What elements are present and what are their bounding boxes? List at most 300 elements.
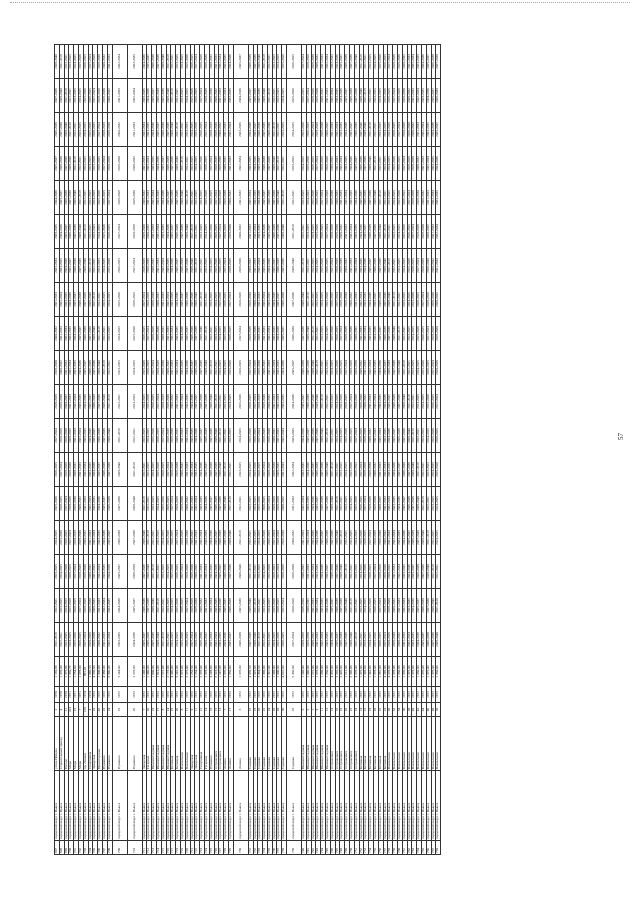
period-cell: 2015-2026: [55, 487, 60, 521]
period-cell: 2022-2034: [161, 249, 166, 283]
period-cell: 2028-2040: [426, 555, 431, 589]
build-year-cell: 1972: [267, 687, 272, 703]
period-cell: 2016-2025: [326, 249, 331, 283]
area-cell: 5 456,00: [287, 657, 302, 687]
period-cell: 2025-2037: [282, 317, 287, 351]
period-cell: 2023-2035: [142, 79, 147, 113]
period-cell: 2018-2029: [359, 419, 364, 453]
street-cell: Гоголя: [64, 717, 69, 771]
build-year-cell: 1971: [78, 687, 83, 703]
period-cell: 2022-2034: [272, 351, 277, 385]
period-cell: 2020-2032: [102, 45, 107, 79]
house-number-cell: 21: [64, 703, 69, 717]
row-number-cell: 751: [354, 841, 359, 855]
street-cell: Островского: [350, 717, 355, 771]
period-cell: 2024-2036: [78, 351, 83, 385]
period-cell: 2013-2025: [152, 487, 157, 521]
row-number-cell: 719: [180, 841, 185, 855]
period-cell: 2011-2019: [55, 623, 60, 657]
period-cell: 2017-2024: [127, 249, 142, 283]
build-year-cell: 1972: [200, 687, 205, 703]
period-cell: 2013-2025: [195, 181, 200, 215]
period-cell: 2019-2030: [112, 147, 127, 181]
row-number-cell: 707: [102, 841, 107, 855]
period-cell: 2019-2030: [195, 589, 200, 623]
area-cell: 1 378,00: [78, 657, 83, 687]
period-cell: 2022-2034: [88, 487, 93, 521]
street-cell: Строительный проезд: [59, 717, 64, 771]
period-cell: 2022-2034: [219, 45, 224, 79]
house-number-cell: 223: [69, 703, 74, 717]
period-cell: 2011-2019: [214, 385, 219, 419]
period-cell: 2014-2025: [412, 317, 417, 351]
period-cell: 2027-2039: [426, 589, 431, 623]
period-cell: 2023-2035: [107, 589, 112, 623]
period-cell: 2021-2033: [166, 317, 171, 351]
street-cell: Нижняя Садовая: [161, 717, 166, 771]
period-cell: 2016-2025: [55, 453, 60, 487]
period-cell: 2024-2036: [248, 113, 253, 147]
period-cell: 2012-2021: [316, 317, 321, 351]
period-cell: 2011-2019: [267, 79, 272, 113]
period-cell: 2027-2039: [354, 79, 359, 113]
period-cell: 2012-2021: [263, 623, 268, 657]
area-cell: 1 290,00: [321, 657, 326, 687]
period-cell: 2011-2019: [369, 113, 374, 147]
period-cell: 2022-2034: [350, 215, 355, 249]
period-cell: 2024-2036: [374, 317, 379, 351]
period-cell: 2014-2025: [209, 249, 214, 283]
period-cell: 2026-2038: [88, 351, 93, 385]
period-cell: 2014-2025: [316, 249, 321, 283]
period-cell: 2019-2030: [171, 419, 176, 453]
period-cell: 2017-2024: [302, 45, 307, 79]
period-cell: 2011-2019: [422, 487, 427, 521]
period-cell: 2023-2035: [147, 113, 152, 147]
period-cell: 2015-2026: [88, 113, 93, 147]
build-year-cell: 1972: [335, 687, 340, 703]
period-cell: 2012-2021: [161, 589, 166, 623]
period-cell: 2011-2019: [311, 317, 316, 351]
row-number-cell: 761: [402, 841, 407, 855]
period-cell: 2019-2030: [345, 283, 350, 317]
period-cell: 2015-2026: [69, 589, 74, 623]
period-cell: 2025-2037: [383, 351, 388, 385]
address-cell: городской округ г. Выкса: [59, 771, 64, 841]
area-cell: 2 370,00: [224, 657, 229, 687]
house-number-cell: 165: [83, 703, 88, 717]
period-cell: 2026-2038: [156, 79, 161, 113]
period-cell: 2026-2038: [412, 521, 417, 555]
period-cell: 2019-2030: [282, 521, 287, 555]
period-cell: 2026-2038: [354, 113, 359, 147]
build-year-cell: 1972: [171, 687, 176, 703]
period-cell: 2025-2037: [263, 181, 268, 215]
period-cell: 2013-2025: [321, 317, 326, 351]
period-cell: 2012-2021: [112, 385, 127, 419]
period-cell: 2019-2030: [69, 453, 74, 487]
period-cell: 2020-2032: [407, 79, 412, 113]
period-cell: 2015-2026: [98, 181, 103, 215]
period-cell: 2023-2035: [272, 317, 277, 351]
period-cell: 2017-2024: [214, 181, 219, 215]
street-cell: Нижняя Садовая: [302, 717, 307, 771]
period-cell: 2017-2024: [335, 283, 340, 317]
house-number-cell: 9: [190, 703, 195, 717]
period-cell: 2023-2035: [412, 623, 417, 657]
address-cell: городской округ г. Выкса: [282, 771, 287, 841]
period-cell: 2021-2033: [354, 283, 359, 317]
period-cell: 2017-2024: [369, 521, 374, 555]
address-cell: городской округ г. Выкса: [224, 771, 229, 841]
house-number-cell: 14: [359, 703, 364, 717]
period-cell: 2022-2034: [224, 79, 229, 113]
period-cell: 2014-2025: [248, 453, 253, 487]
period-cell: 2026-2038: [426, 623, 431, 657]
street-cell: Островского: [214, 717, 219, 771]
period-cell: 2028-2040: [152, 589, 157, 623]
address-cell: городской округ г. Выкса: [306, 771, 311, 841]
build-year-cell: 1972: [302, 687, 307, 703]
period-cell: 2016-2025: [345, 385, 350, 419]
period-cell: 2012-2021: [55, 589, 60, 623]
row-number-cell: 757: [383, 841, 388, 855]
period-cell: 2020-2032: [302, 555, 307, 589]
period-cell: 2028-2040: [393, 317, 398, 351]
area-cell: 1 800,00: [152, 657, 157, 687]
period-cell: 2019-2030: [209, 79, 214, 113]
period-cell: 2025-2037: [321, 521, 326, 555]
period-cell: 2011-2019: [127, 453, 142, 487]
period-cell: 2020-2032: [59, 351, 64, 385]
period-cell: 2017-2024: [176, 521, 181, 555]
address-cell: городской округ г. Выкса: [369, 771, 374, 841]
period-cell: 2027-2039: [204, 385, 209, 419]
period-cell: 2019-2030: [354, 351, 359, 385]
period-cell: 2019-2030: [267, 419, 272, 453]
street-cell: Островского: [335, 717, 340, 771]
period-cell: 2021-2033: [436, 249, 441, 283]
build-year-cell: 1972: [316, 687, 321, 703]
period-cell: 2028-2040: [326, 453, 331, 487]
area-cell: 1 378,00: [233, 657, 248, 687]
period-cell: 2022-2034: [311, 555, 316, 589]
period-cell: 2026-2038: [330, 555, 335, 589]
period-cell: 2028-2040: [55, 45, 60, 79]
period-cell: 2014-2025: [321, 283, 326, 317]
period-cell: 2020-2032: [147, 215, 152, 249]
area-cell: 1 253,50: [190, 657, 195, 687]
area-cell: 2 378,00: [393, 657, 398, 687]
period-cell: 2024-2036: [171, 249, 176, 283]
period-cell: 2027-2039: [233, 589, 248, 623]
period-cell: 2028-2040: [417, 487, 422, 521]
period-cell: 2016-2025: [267, 521, 272, 555]
street-cell: Островского: [340, 717, 345, 771]
period-cell: 2022-2034: [258, 249, 263, 283]
period-cell: 2014-2025: [224, 351, 229, 385]
period-cell: 2014-2025: [383, 113, 388, 147]
period-cell: 2017-2024: [267, 487, 272, 521]
row-number-cell: 724: [204, 841, 209, 855]
period-cell: 2018-2029: [55, 385, 60, 419]
address-cell: городской округ г. Выкса: [302, 771, 307, 841]
period-cell: 2015-2026: [426, 385, 431, 419]
house-number-cell: 20: [345, 703, 350, 717]
period-cell: 2012-2021: [277, 113, 282, 147]
period-cell: 2028-2040: [330, 487, 335, 521]
period-cell: 2027-2039: [83, 283, 88, 317]
row-number-cell: 702: [78, 841, 83, 855]
period-cell: 2012-2021: [78, 147, 83, 181]
period-cell: 2012-2021: [258, 589, 263, 623]
period-cell: 2012-2021: [147, 487, 152, 521]
period-cell: 2021-2033: [431, 215, 436, 249]
period-cell: 2013-2025: [340, 453, 345, 487]
period-cell: 2024-2036: [282, 351, 287, 385]
period-cell: 2021-2033: [219, 79, 224, 113]
address-cell: городской округ г. Выкса: [263, 771, 268, 841]
period-cell: 2026-2038: [102, 453, 107, 487]
build-year-cell: 1972: [112, 687, 127, 703]
period-cell: 2022-2034: [417, 79, 422, 113]
period-cell: 2016-2025: [398, 147, 403, 181]
period-cell: 2024-2036: [59, 215, 64, 249]
period-cell: 2022-2034: [228, 113, 233, 147]
period-cell: 2016-2025: [102, 181, 107, 215]
period-cell: 2022-2034: [253, 215, 258, 249]
period-cell: 2017-2024: [200, 79, 205, 113]
table-row: [127, 45, 142, 855]
period-cell: 2027-2039: [112, 487, 127, 521]
period-cell: 2016-2025: [147, 351, 152, 385]
build-year-cell: 1972: [176, 687, 181, 703]
period-cell: 2017-2024: [98, 113, 103, 147]
house-number-cell: 19: [209, 703, 214, 717]
period-cell: 2012-2021: [214, 351, 219, 385]
period-cell: 2015-2026: [345, 419, 350, 453]
period-cell: 2021-2033: [74, 419, 79, 453]
period-cell: 2015-2026: [248, 419, 253, 453]
period-cell: 2026-2038: [64, 181, 69, 215]
period-cell: 2023-2035: [152, 147, 157, 181]
period-cell: 2018-2029: [59, 419, 64, 453]
period-cell: 2025-2037: [287, 351, 302, 385]
build-year-cell: 1972: [233, 687, 248, 703]
period-cell: 2024-2036: [321, 555, 326, 589]
period-cell: 2021-2033: [102, 623, 107, 657]
period-cell: 2028-2040: [422, 521, 427, 555]
period-cell: 2015-2026: [78, 45, 83, 79]
period-cell: 2022-2034: [407, 623, 412, 657]
period-cell: 2025-2037: [64, 215, 69, 249]
street-cell: Заводская: [195, 717, 200, 771]
period-cell: 2020-2032: [161, 317, 166, 351]
build-year-cell: 1972: [253, 687, 258, 703]
period-cell: 2018-2029: [407, 147, 412, 181]
row-number-cell: 748: [340, 841, 345, 855]
period-cell: 2022-2034: [330, 79, 335, 113]
period-cell: 2011-2019: [200, 283, 205, 317]
period-cell: 2028-2040: [195, 283, 200, 317]
area-cell: 1 248,00: [142, 657, 147, 687]
street-cell: Нижняя Садовая: [321, 717, 326, 771]
period-cell: 2015-2026: [224, 317, 229, 351]
period-cell: 2028-2040: [190, 249, 195, 283]
period-cell: 2024-2036: [364, 249, 369, 283]
address-cell: городской округ г. Выкса: [359, 771, 364, 841]
period-cell: 2011-2019: [350, 589, 355, 623]
period-cell: 2012-2021: [233, 487, 248, 521]
period-cell: 2023-2035: [311, 521, 316, 555]
street-cell: Вокзальная: [436, 717, 441, 771]
period-cell: 2017-2024: [102, 147, 107, 181]
period-cell: 2018-2029: [180, 521, 185, 555]
period-cell: 2014-2025: [282, 79, 287, 113]
period-cell: 2022-2034: [282, 419, 287, 453]
house-number-cell: 18: [152, 703, 157, 717]
street-cell: Нижняя Садовая: [316, 717, 321, 771]
period-cell: 2024-2036: [224, 623, 229, 657]
period-cell: 2016-2025: [321, 215, 326, 249]
period-cell: 2028-2040: [412, 453, 417, 487]
period-cell: 2027-2039: [359, 113, 364, 147]
period-cell: 2018-2029: [402, 113, 407, 147]
period-cell: 2023-2035: [112, 623, 127, 657]
row-number-cell: 720: [185, 841, 190, 855]
build-year-cell: 1972: [248, 687, 253, 703]
period-cell: 2027-2039: [176, 181, 181, 215]
period-cell: 2026-2038: [321, 487, 326, 521]
period-cell: 2024-2036: [152, 113, 157, 147]
period-cell: 2022-2034: [431, 181, 436, 215]
period-cell: 2028-2040: [258, 45, 263, 79]
period-cell: 2015-2026: [59, 521, 64, 555]
street-cell: Спортивная: [200, 717, 205, 771]
address-cell: городской округ г. Выкса: [74, 771, 79, 841]
period-cell: 2013-2025: [350, 521, 355, 555]
street-cell: Бетонная: [369, 717, 374, 771]
period-cell: 2024-2036: [83, 385, 88, 419]
period-cell: 2022-2034: [55, 249, 60, 283]
period-cell: 2011-2019: [147, 521, 152, 555]
period-cell: 2011-2019: [263, 45, 268, 79]
period-cell: 2022-2034: [422, 113, 427, 147]
period-cell: 2016-2025: [209, 181, 214, 215]
period-cell: 2019-2030: [180, 487, 185, 521]
period-cell: 2026-2038: [195, 351, 200, 385]
period-cell: 2018-2029: [364, 453, 369, 487]
period-cell: 2028-2040: [219, 453, 224, 487]
period-cell: 2023-2035: [263, 249, 268, 283]
period-cell: 2023-2035: [253, 181, 258, 215]
period-cell: 2027-2039: [166, 113, 171, 147]
period-cell: 2015-2026: [180, 623, 185, 657]
period-cell: 2020-2032: [219, 113, 224, 147]
address-cell: городской округ г. Выкса: [388, 771, 393, 841]
scan-edge-marks: [10, 2, 630, 7]
period-cell: 2027-2039: [436, 45, 441, 79]
row-number-cell: 709: [112, 841, 127, 855]
build-year-cell: 1972: [393, 687, 398, 703]
period-cell: 2021-2033: [127, 113, 142, 147]
period-cell: 2016-2025: [64, 521, 69, 555]
period-cell: 2027-2039: [74, 215, 79, 249]
period-cell: 2018-2029: [426, 283, 431, 317]
period-cell: 2015-2026: [350, 453, 355, 487]
period-cell: 2027-2039: [98, 385, 103, 419]
address-cell: городской округ г. Выкса: [152, 771, 157, 841]
period-cell: 2017-2024: [142, 283, 147, 317]
period-cell: 2022-2034: [306, 521, 311, 555]
address-cell: городской округ г. Выкса: [378, 771, 383, 841]
period-cell: 2015-2026: [326, 283, 331, 317]
house-number-cell: 11: [195, 703, 200, 717]
build-year-cell: 1972: [156, 687, 161, 703]
period-cell: 2016-2025: [277, 589, 282, 623]
period-cell: 2026-2038: [306, 385, 311, 419]
period-cell: 2015-2026: [335, 351, 340, 385]
period-cell: 2026-2038: [316, 453, 321, 487]
street-cell: Нижняя Садовая: [166, 717, 171, 771]
period-cell: 2025-2037: [431, 79, 436, 113]
period-cell: 2017-2024: [59, 453, 64, 487]
period-cell: 2026-2038: [287, 317, 302, 351]
period-cell: 2016-2025: [306, 113, 311, 147]
period-cell: 2023-2035: [350, 181, 355, 215]
period-cell: 2013-2025: [374, 79, 379, 113]
build-year-cell: 1972: [277, 687, 282, 703]
area-cell: 4 332,00: [330, 657, 335, 687]
period-cell: 2014-2025: [436, 487, 441, 521]
area-cell: 2 420,00: [340, 657, 345, 687]
period-cell: 2012-2021: [364, 45, 369, 79]
period-cell: 2027-2039: [383, 283, 388, 317]
area-cell: 1 350,00: [417, 657, 422, 687]
house-number-cell: 24: [267, 703, 272, 717]
area-cell: 1 396,50: [88, 657, 93, 687]
period-cell: 2019-2030: [59, 385, 64, 419]
period-cell: 2012-2021: [426, 487, 431, 521]
period-cell: 2015-2026: [233, 385, 248, 419]
house-number-cell: 26: [127, 703, 142, 717]
period-cell: 2011-2019: [431, 555, 436, 589]
period-cell: 2024-2036: [345, 113, 350, 147]
period-cell: 2013-2025: [78, 113, 83, 147]
period-cell: 2021-2033: [214, 45, 219, 79]
period-cell: 2021-2033: [306, 555, 311, 589]
period-cell: 2012-2021: [69, 79, 74, 113]
period-cell: 2016-2025: [350, 419, 355, 453]
period-cell: 2015-2026: [407, 249, 412, 283]
area-cell: 1 370,00: [422, 657, 427, 687]
period-cell: 2022-2034: [74, 385, 79, 419]
period-cell: 2019-2030: [407, 113, 412, 147]
period-cell: 2018-2029: [74, 521, 79, 555]
period-cell: 2022-2034: [302, 487, 307, 521]
period-cell: 2011-2019: [282, 181, 287, 215]
period-cell: 2012-2021: [431, 521, 436, 555]
period-cell: 2011-2019: [302, 249, 307, 283]
period-cell: 2024-2036: [393, 453, 398, 487]
build-year-cell: 1972: [340, 687, 345, 703]
period-cell: 2023-2035: [64, 283, 69, 317]
period-cell: 2016-2025: [369, 555, 374, 589]
period-cell: 2023-2035: [78, 385, 83, 419]
period-cell: 2017-2024: [374, 555, 379, 589]
period-cell: 2015-2026: [253, 453, 258, 487]
period-cell: 2026-2038: [142, 589, 147, 623]
